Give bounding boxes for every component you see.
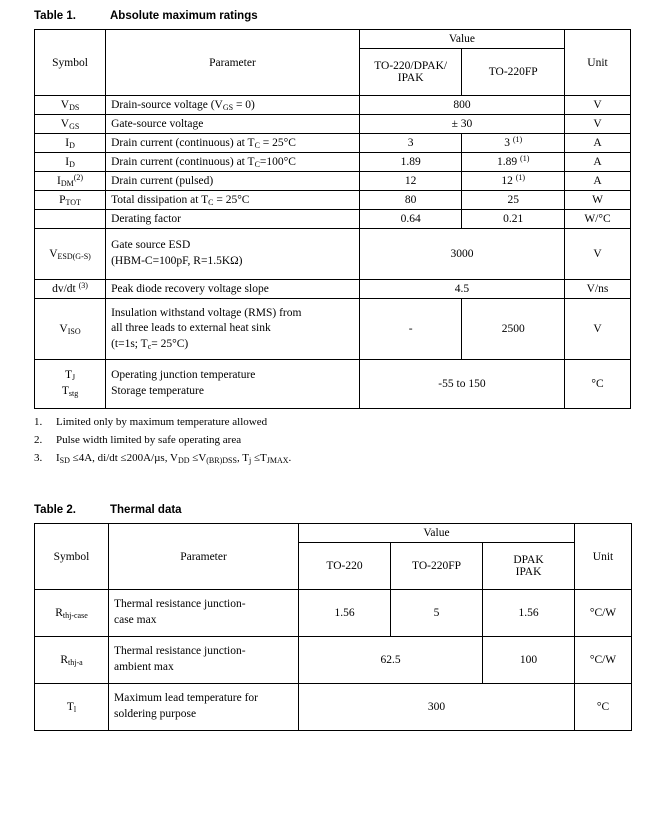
table1-parameter-id-100: Drain current (continuous) at $T_C=100^\circ C$: [106, 153, 360, 172]
table-row: [35, 96, 631, 115]
table1-caption-number: Table 1.: [34, 10, 76, 22]
table1-parameter-dvdt: Peak diode recovery voltage slope: [106, 280, 360, 299]
table2-caption-text: Thermal data: [110, 504, 182, 516]
table-row: [35, 191, 631, 210]
table1-parameter-vesd: Gate source ESD (HBM-C=100pF, R=1.5KΩ): [106, 229, 360, 280]
table1-unit-temps: °C: [564, 360, 630, 409]
table2-value-rthj-a-3: 100: [483, 637, 575, 684]
table1-value-vgs: ± 30: [359, 115, 564, 134]
table2-header-value: Value: [299, 524, 575, 543]
footnote-3-text: $I_{SD} \le 4A$, di/dt ≤200A/µs, $V_{DD} \le V_{(BR)DSS}$, $T_j \le T_{JMAX}$.: [56, 452, 292, 465]
table2-unit-tl: °C: [575, 684, 632, 731]
table2-header-row-1: [35, 524, 632, 543]
table2-parameter-rthj-case: Thermal resistance junction- case max: [109, 590, 299, 637]
table1-symbol-derating: [35, 210, 106, 229]
table2-value-rthj-case-3: 1.56: [483, 590, 575, 637]
table1-value-temps: -55 to 150: [359, 360, 564, 409]
table1-value-vesd: 3000: [359, 229, 564, 280]
table1-symbol-ptot: $P_{TOT}$: [35, 191, 106, 210]
table-row: [35, 299, 631, 360]
table1-unit-viso: V: [564, 299, 630, 360]
table2-unit-rthj-case: °C/W: [575, 590, 632, 637]
table2-unit-rthj-a: °C/W: [575, 637, 632, 684]
table2-header-symbol: Symbol: [35, 524, 109, 590]
table1-caption-text: Absolute maximum ratings: [110, 10, 258, 22]
table2-value-tl-merged: 300: [299, 684, 575, 731]
footnote-1: 1. Limited only by maximum temperature allowed: [34, 416, 268, 428]
table1-value-dvdt: 4.5: [359, 280, 564, 299]
table1-value-ptot-a: 80: [359, 191, 462, 210]
table-row: [35, 229, 631, 280]
table1-header-symbol: Symbol: [35, 30, 106, 96]
table1-value-id-100-a: 1.89: [359, 153, 462, 172]
table1-value-idm-b: 12 $^{(1)}$: [462, 172, 565, 191]
table-row: [35, 637, 632, 684]
table1-parameter-viso: Insulation withstand voltage (RMS) from all three leads to external heat sink (t=1s; $T_c= 25^\circ C$): [106, 299, 360, 360]
table1-parameter-idm: Drain current (pulsed): [106, 172, 360, 191]
table2-header-package-1: TO-220: [299, 543, 391, 590]
table-row: [35, 684, 632, 731]
table2-header-package-2: TO-220FP: [391, 543, 483, 590]
table1-header-parameter: Parameter: [106, 30, 360, 96]
table1-value-id-100-b: 1.89 $^{(1)}$: [462, 153, 565, 172]
table2-parameter-rthj-a: Thermal resistance junction- ambient max: [109, 637, 299, 684]
footnote-2: 2. Pulse width limited by safe operating area: [34, 434, 242, 446]
table1-unit-derating: W/°C: [564, 210, 630, 229]
table-row: [35, 153, 631, 172]
table1-value-vds: 800: [359, 96, 564, 115]
table1-unit-id-100: A: [564, 153, 630, 172]
table1-symbol-id-100: $I_D$: [35, 153, 106, 172]
table1-parameter-temps: Operating junction temperature Storage temperature: [106, 360, 360, 409]
table1-caption: [34, 10, 631, 22]
table1-unit-dvdt: V/ns: [564, 280, 630, 299]
table1-header-row-1: [35, 30, 631, 49]
table1-symbol-vesd: $V_{ESD(G-S)}$: [35, 229, 106, 280]
table2-caption-number: Table 2.: [34, 504, 76, 516]
table1-parameter-derating: Derating factor: [106, 210, 360, 229]
table2-header-package-3: DPAK IPAK: [483, 543, 575, 590]
table1-header-package-2: TO-220FP: [462, 49, 565, 96]
table-row: [35, 360, 631, 409]
table2-symbol-rthj-a: $R_{thj-a}$: [35, 637, 109, 684]
table2-value-rthj-a-merged: 62.5: [299, 637, 483, 684]
table-row: [35, 280, 631, 299]
table2-value-rthj-case-2: 5: [391, 590, 483, 637]
table1-unit-vesd: V: [564, 229, 630, 280]
table1-symbol-vgs: $V_{GS}$: [35, 115, 106, 134]
table2-caption: [34, 504, 631, 516]
table1-parameter-vds: Drain-source voltage $(V_{GS} = 0)$: [106, 96, 360, 115]
table1-value-derating-b: 0.21: [462, 210, 565, 229]
table1-symbol-id-25: $I_D$: [35, 134, 106, 153]
table2-value-rthj-case-1: 1.56: [299, 590, 391, 637]
table1-parameter-vgs: Gate-source voltage: [106, 115, 360, 134]
table-row: [35, 115, 631, 134]
table1-parameter-ptot: Total dissipation at $T_C = 25^\circ C$: [106, 191, 360, 210]
table2-header-unit: Unit: [575, 524, 632, 590]
table-row: [35, 172, 631, 191]
table1-value-id-25-b: 3 $^{(1)}$: [462, 134, 565, 153]
table1-header-unit: Unit: [564, 30, 630, 96]
table1-value-derating-a: 0.64: [359, 210, 462, 229]
footnote-3: 3. $I_{SD} \le 4A$, di/dt ≤200A/µs, $V_{DD} \le V_{(BR)DSS}$, $T_j \le T_{JMAX}$.: [34, 452, 631, 464]
table2-thermal-data: [34, 523, 632, 731]
table1-header-package-1: TO-220/DPAK/ IPAK: [359, 49, 462, 96]
table2-symbol-tl: $T_l$: [35, 684, 109, 731]
table-row: [35, 210, 631, 229]
table1-value-viso-a: -: [359, 299, 462, 360]
table1-absolute-maximum-ratings: [34, 29, 631, 409]
table1-unit-ptot: W: [564, 191, 630, 210]
table1-parameter-id-25: Drain current (continuous) at $T_C = 25^\circ C$: [106, 134, 360, 153]
table1-symbol-viso: $V_{ISO}$: [35, 299, 106, 360]
table1-footnotes: [34, 416, 631, 464]
table-row: [35, 134, 631, 153]
table2-parameter-tl: Maximum lead temperature for soldering purpose: [109, 684, 299, 731]
table1-value-viso-b: 2500: [462, 299, 565, 360]
table1-value-idm-a: 12: [359, 172, 462, 191]
table1-symbol-temps: $T_J$ $T_{stg}$: [35, 360, 106, 409]
table1-symbol-vds: $V_{DS}$: [35, 96, 106, 115]
table1-symbol-dvdt: dv/dt $^{(3)}$: [35, 280, 106, 299]
table1-unit-vgs: V: [564, 115, 630, 134]
table1-header-value: Value: [359, 30, 564, 49]
table2-symbol-rthj-case: $R_{thj-case}$: [35, 590, 109, 637]
table1-symbol-idm: $I_{DM}^{(2)}$: [35, 172, 106, 191]
table1-value-ptot-b: 25: [462, 191, 565, 210]
table-row: [35, 590, 632, 637]
table1-unit-vds: V: [564, 96, 630, 115]
table1-unit-idm: A: [564, 172, 630, 191]
table1-value-id-25-a: 3: [359, 134, 462, 153]
table1-unit-id-25: A: [564, 134, 630, 153]
table2-header-parameter: Parameter: [109, 524, 299, 590]
